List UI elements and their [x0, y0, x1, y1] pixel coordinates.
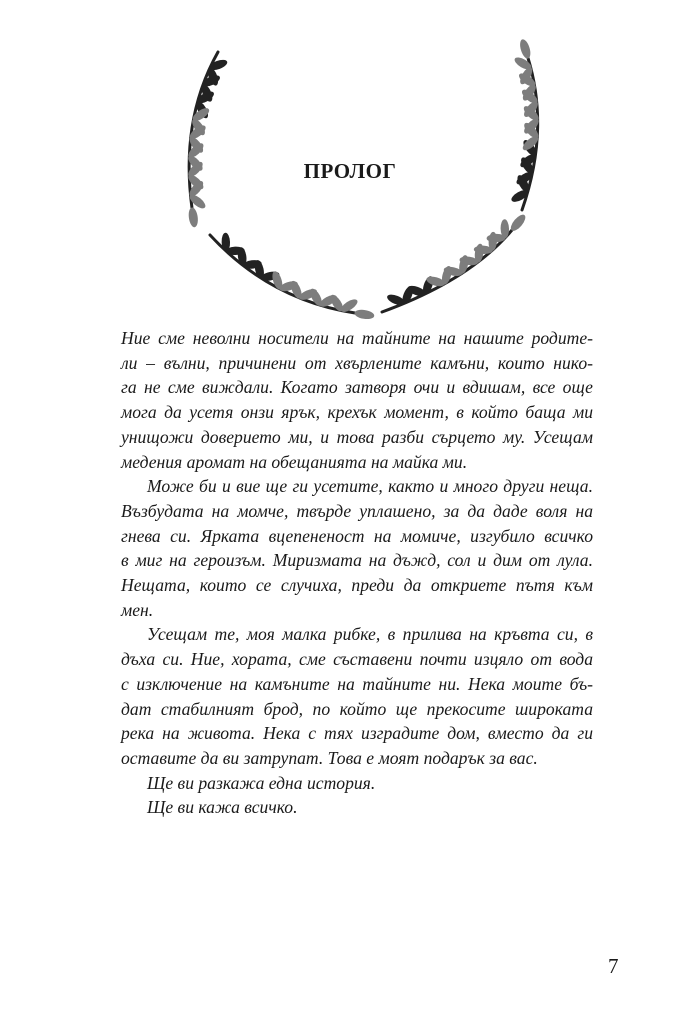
- text-line: гнева си. Ярката вцепененост на момиче, изгубило всичко: [121, 525, 593, 546]
- paragraph-3: [121, 622, 593, 770]
- text-line: унищожи доверието ми, и това разби сърцето му. Усещам: [121, 426, 593, 447]
- text-line: мога да усетя онзи ярък, крехък момент, в който баща ми: [121, 402, 593, 423]
- text-line: Възбудата на момче, твърде уплашено, за да даде воля на: [121, 500, 593, 521]
- text-line: в миг на героизъм. Миризмата на дъжд, сол и дим от лула.: [121, 550, 593, 571]
- laurel-leaf: [518, 38, 532, 60]
- text-line: Може би и вие ще ги усетите, както и много други неща.: [147, 476, 593, 497]
- laurel-leaf: [188, 207, 199, 228]
- paragraph-2: [121, 474, 593, 622]
- paragraph-4: [121, 771, 593, 796]
- paragraph-5: [121, 795, 593, 820]
- text-line: медения аромат на обещанията на майка ми.: [121, 451, 468, 472]
- text-line: ли – вълни, причинени от хвърлените камъни, които нико-: [121, 352, 593, 373]
- prologue-text: [121, 326, 593, 820]
- text-line: мен.: [121, 599, 154, 620]
- chapter-title: ПРОЛОГ: [303, 159, 397, 183]
- laurel-leaf: [354, 309, 375, 321]
- text-line: Ние сме неволни носители на тайните на нашите родите-: [121, 328, 593, 348]
- text-line: Ще ви кажа всичко.: [147, 797, 298, 818]
- text-line: Ще ви разкажа една история.: [147, 772, 376, 793]
- text-line: река на живота. Нека с тях изградите дом, вместо да ги: [121, 723, 593, 744]
- page-number: 7: [608, 954, 619, 978]
- text-line: дъха си. Ние, хората, сме съставени почти изцяло от вода: [121, 649, 593, 670]
- text-line: дат стабилният брод, по който ще прекосите широката: [121, 698, 593, 719]
- paragraph-1: [121, 326, 593, 474]
- text-line: оставите да ви затрупат. Това е моят подарък за вас.: [121, 747, 538, 768]
- text-line: Нещата, които се случиха, преди да откриете пътя към: [121, 575, 593, 596]
- laurel-wreath-ornament: [150, 30, 570, 340]
- text-line: га не сме виждали. Когато затворя очи и вдишам, все още: [121, 377, 593, 398]
- text-line: Усещам те, моя малка рибке, в прилива на кръвта си, в: [147, 624, 593, 645]
- text-line: с изключение на камъните на тайните ни. Нека моите бъ-: [121, 673, 593, 694]
